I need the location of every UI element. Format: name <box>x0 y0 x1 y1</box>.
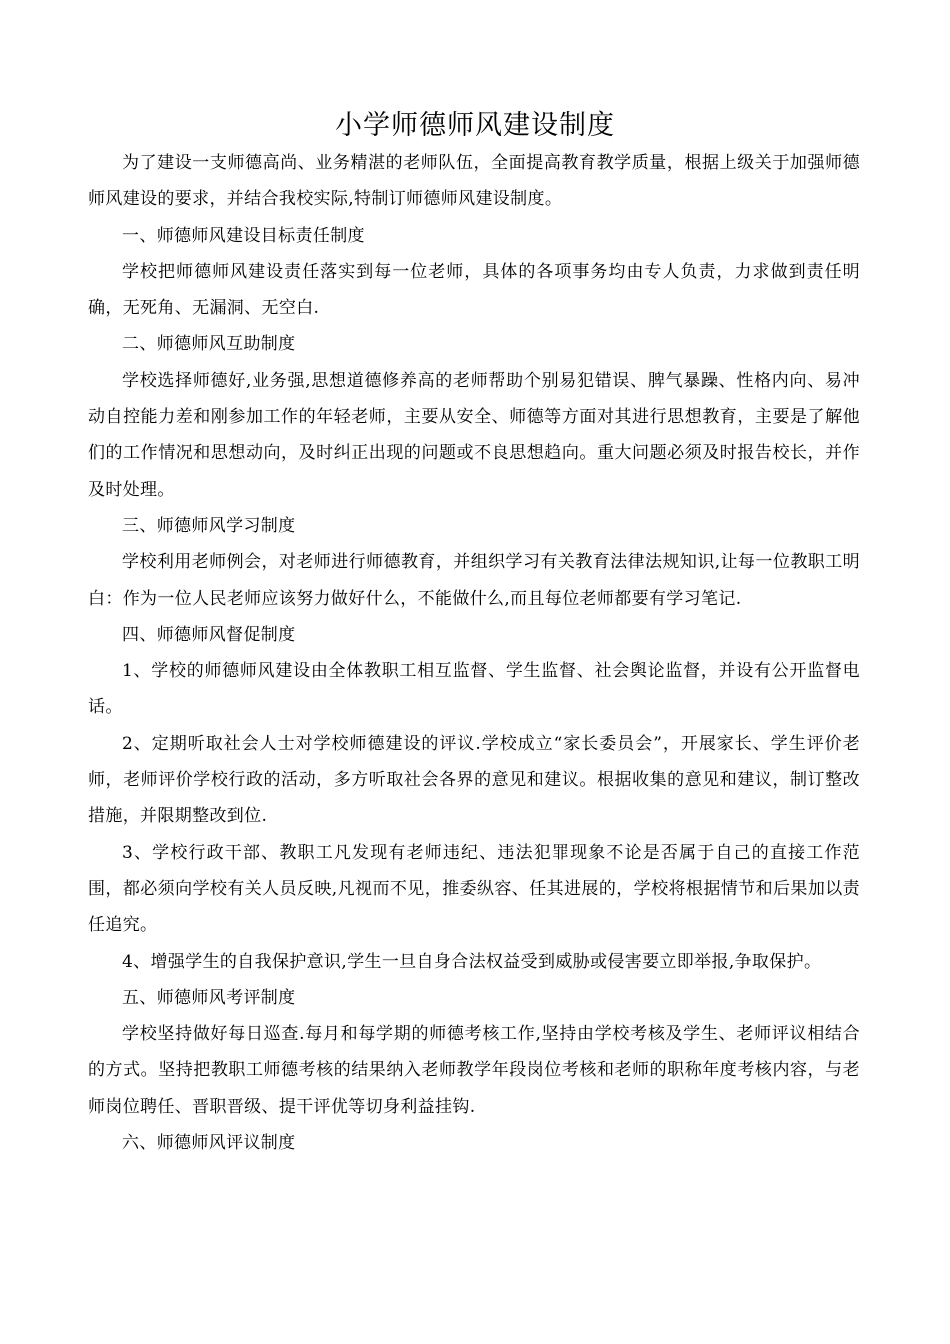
section-5-paragraph: 学校坚持做好每日巡查.每月和每学期的师德考核工作,坚持由学校考核及学生、老师评议相结合的方式。坚持把教职工师德考核的结果纳入老师教学年段岗位考核和老师的职称年度考核内容，与老师岗位聘任、晋职晋级、提干评优等切身利益挂钩. <box>88 1024 860 1117</box>
section-heading-5: 五、师德师风考评制度 <box>122 987 296 1008</box>
section-heading-4: 四、师德师风督促制度 <box>122 624 296 645</box>
intro-paragraph: 为了建设一支师德高尚、业务精湛的老师队伍，全面提高教育教学质量，根据上级关于加强师德师风建设的要求，并结合我校实际,特制订师德师风建设制度。 <box>88 153 860 210</box>
section-3-paragraph: 学校利用老师例会，对老师进行师德教育，并组织学习有关教育法律法规知识,让每一位教职工明白：作为一位人民老师应该努力做好什么，不能做什么,而且每位老师都要有学习笔记. <box>88 552 860 609</box>
section-4-item-3: 3、学校行政干部、教职工凡发现有老师违纪、违法犯罪现象不论是否属于自己的直接工作范围，都必须向学校有关人员反映,凡视而不见，推委纵容、任其进展的，学校将根据情节和后果加以责任追究。 <box>88 842 860 936</box>
section-heading-1: 一、师德师风建设目标责任制度 <box>122 225 365 246</box>
section-2-paragraph: 学校选择师德好,业务强,思想道德修养高的老师帮助个别易犯错误、脾气暴躁、性格内向、易冲动自控能力差和刚参加工作的年轻老师，主要从安全、师德等方面对其进行思想教育，主要是了解他们的工作情况和思想动向，及时纠正出现的问题或不良思想趋向。重大问题必须及时报告校长，并作及时处理。 <box>88 370 860 500</box>
section-4-item-4: 4、增强学生的自我保护意识,学生一旦自身合法权益受到威胁或侵害要立即举报,争取保护。 <box>122 951 822 972</box>
document-title: 小学师德师风建设制度 <box>335 110 615 141</box>
section-1-paragraph: 学校把师德师风建设责任落实到每一位老师，具体的各项事务均由专人负责，力求做到责任明确，无死角、无漏洞、无空白. <box>88 261 860 319</box>
section-heading-2: 二、师德师风互助制度 <box>122 334 296 355</box>
section-4-item-2: 2、定期听取社会人士对学校师德建设的评议.学校成立“家长委员会”，开展家长、学生评价老师，老师评价学校行政的活动，多方听取社会各界的意见和建议。根据收集的意见和建议，制订整改措施，并限期整改到位. <box>88 733 860 827</box>
section-heading-6: 六、师德师风评议制度 <box>122 1133 296 1154</box>
document-body <box>88 145 860 1161</box>
section-heading-3: 三、师德师风学习制度 <box>122 515 296 536</box>
section-4-item-1: 1、学校的师德师风建设由全体教职工相互监督、学生监督、社会舆论监督，并设有公开监督电话。 <box>88 661 860 718</box>
